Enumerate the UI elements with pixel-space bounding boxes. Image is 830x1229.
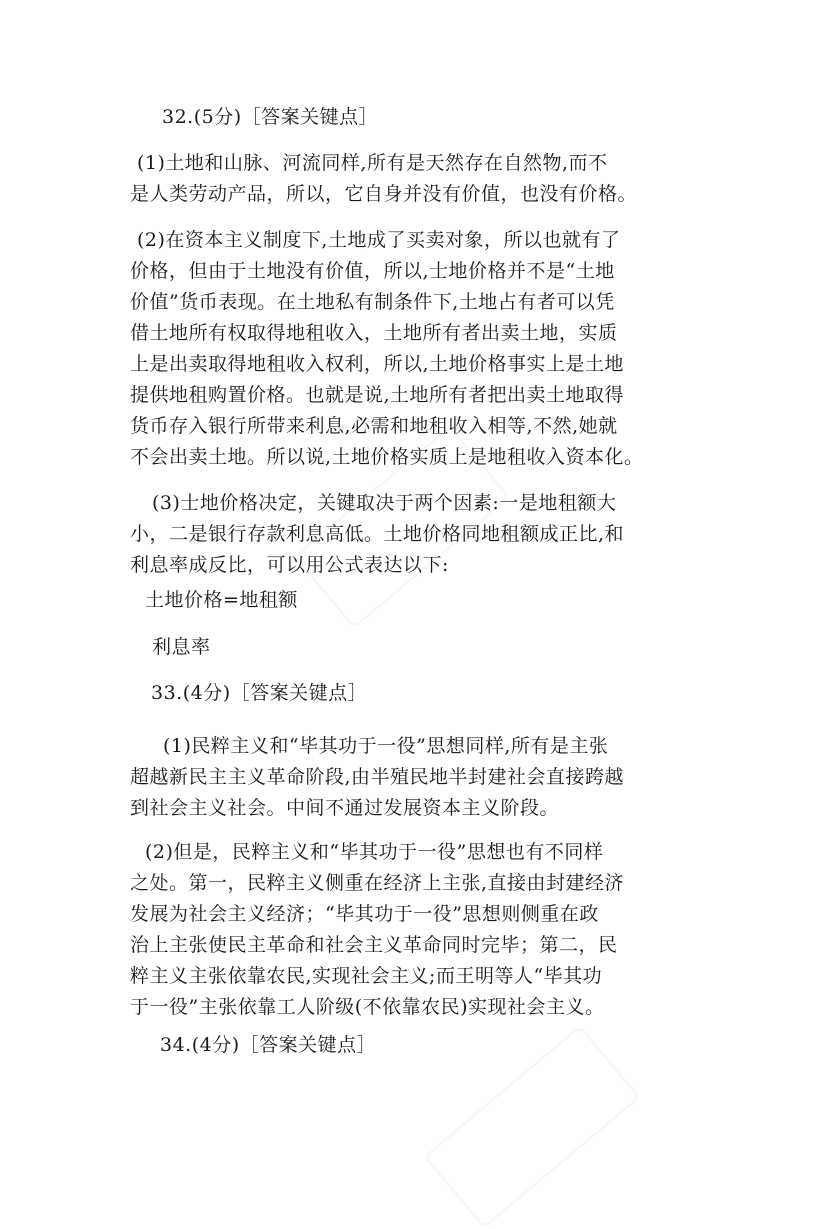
- q33-p2-line: 粹主义主张依靠农民,实现社会主义;而王明等人“毕其功: [130, 965, 603, 987]
- q33-p2-line: 发展为社会主义经济；“毕其功于一役”思想则侧重在政: [130, 903, 599, 925]
- q33-p2-line: 之处。第一，民粹主义侧重在经济上主张,直接由封建经济: [130, 872, 625, 894]
- q33-p1-line: 到社会主义社会。中间不通过发展资本主义阶段。: [130, 797, 560, 819]
- q33-p1-line: 超越新民主主义革命阶段,由半殖民地半封建社会直接跨越: [130, 766, 625, 788]
- q32-p2-line: 借土地所有权取得地租收入，土地所有者出卖土地，实质: [130, 322, 618, 344]
- watermark-shape: [424, 1025, 641, 1228]
- q32-p2-line: (2)在资本主义制度下,土地成了买卖对象，所以也就有了: [137, 229, 621, 251]
- formula-numerator: 土地价格=地租额: [145, 589, 298, 611]
- formula-denominator: 利息率: [152, 636, 211, 658]
- q33-p2-line: 于一役”主张依靠工人阶级(不依靠农民)实现社会主义。: [130, 996, 605, 1018]
- q32-p1-line: 是人类劳动产品，所以，它自身并没有价值，也没有价格。: [130, 183, 638, 205]
- q32-p3-line: (3)士地价格决定，关键取决于两个因素:一是地租额大: [152, 492, 617, 514]
- q32-p3-line: 小，二是银行存款利息高低。土地价格同地租额成正比,和: [130, 523, 625, 545]
- q33-p1-line: (1)民粹主义和“毕其功于一役”思想同样,所有是主张: [163, 735, 609, 757]
- q32-p2-line: 价值”货币表现。在土地私有制条件下,土地占有者可以凭: [130, 291, 615, 313]
- q32-p2-line: 不会出卖土地。所以说,土地价格实质上是地租收入资本化。: [130, 446, 644, 468]
- q32-p2-line: 上是出卖取得地租收入权利，所以,土地价格事实上是土地: [130, 353, 625, 375]
- q32-p3-line: 利息率成反比，可以用公式表达以下:: [130, 554, 449, 576]
- q32-p2-line: 货币存入银行所带来利息,必需和地租收入相等,不然,她就: [130, 415, 618, 437]
- q32-p2-line: 价格，但由于土地没有价值，所以,士地价格并不是“土地: [130, 260, 615, 282]
- q32-p1-line: (1)土地和山脉、河流同样,所有是天然存在自然物,而不: [137, 152, 608, 174]
- q33-heading: 33.(4分)［答案关键点］: [151, 682, 368, 704]
- q33-p2-line: 治上主张使民主革命和社会主义革命同时完毕；第二，民: [130, 934, 618, 956]
- q32-p2-line: 提供地租购置价格。也就是说,土地所有者把出卖土地取得: [130, 384, 625, 406]
- q32-heading: 32.(5分)［答案关键点］: [162, 106, 379, 128]
- q34-heading: 34.(4分)［答案关键点］: [160, 1034, 377, 1056]
- q33-p2-line: (2)但是，民粹主义和“毕其功于一役”思想也有不同样: [145, 841, 604, 863]
